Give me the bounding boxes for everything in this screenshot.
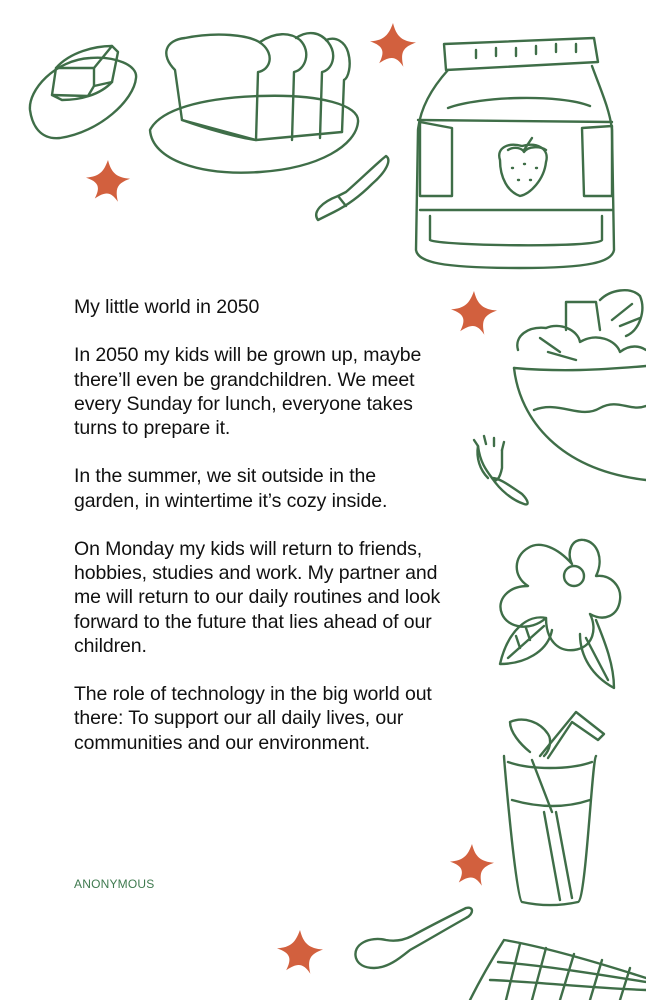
fork-icon [474,436,528,504]
poem-paragraph: On Monday my kids will return to friends, hobbies, studies and work. My partner and me will return to our daily routines and look forward to the future that lies ahead of our children. [74,537,441,657]
drink-glass-icon [504,712,604,905]
bread-icon [150,33,358,173]
poem-paragraph: The role of technology in the big world out there: To support our all daily lives, our communities and our environment. [74,683,432,754]
poem-body [74,295,444,779]
poem-paragraph: In the summer, we sit outside in the garden, in wintertime it’s cozy inside. [74,465,388,512]
spoon-icon [355,908,472,968]
napkin-icon [470,940,646,1000]
poem-paragraph: In 2050 my kids will be grown up, maybe there’ll even be grandchildren. We meet every Sunday for lunch, everyone takes turns to prepare it. [74,344,422,439]
butter-icon [30,46,136,138]
knife-icon [316,156,388,220]
jam-jar-icon [416,38,614,268]
strawberry-icon [499,138,546,196]
flower-icon [500,540,620,688]
salad-bowl-icon [514,290,646,480]
author-credit: ANONYMOUS [74,877,155,891]
poem-title: My little world in 2050 [74,296,260,318]
